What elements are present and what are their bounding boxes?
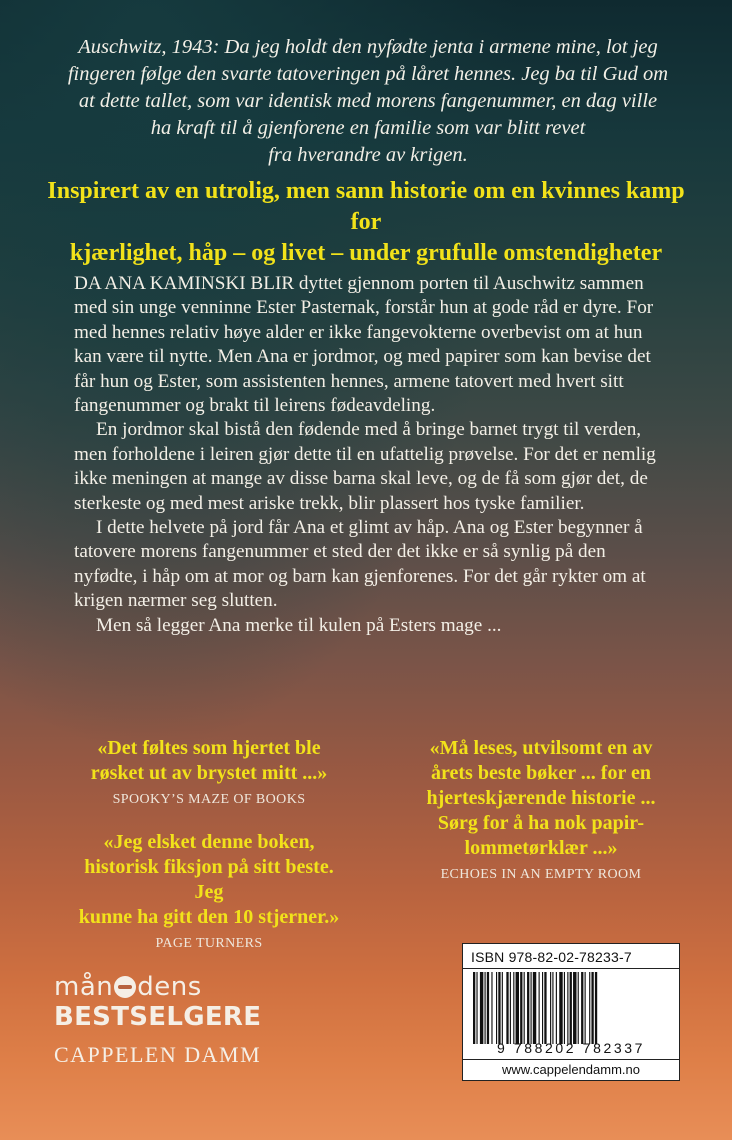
synopsis-paragraph: DA ANA KAMINSKI BLIR dyttet gjennom porten til Auschwitz sammen med sin unge venninne Ester Pasternak, forstår hun at gode råd er dyre. For med hennes relativ høye alder er ikke fangevokterne overbevist om at hun kan være til nytte. Men Ana er jordmor, og med papirer som kan bevise det får hun og Ester, som assistenten hennes, armene tatovert med hvert sitt fangenummer og brakt til leirens fødeavdeling. [74,273,654,417]
isbn-label: ISBN 978-82-02-78233-7 [463,944,679,969]
review-source: ECHOES IN AN EMPTY ROOM [440,867,642,882]
review-line: kunne ha gitt den 10 stjerner.» [78,906,340,928]
review-source: PAGE TURNERS [155,936,263,951]
intro-line: ha kraft til å gjenforene en familie som var blitt revet [150,117,586,139]
logo-part: dens [137,972,202,1002]
synopsis-paragraph: Men så legger Ana merke til kulen på Esters mage ... [96,614,502,636]
review-line: lommetørklær ...» [464,837,618,859]
publisher-logo [54,972,294,1068]
review-line: årets beste bøker ... for en [431,762,651,784]
review-quote [70,736,348,808]
review-line: historisk fiksjon på sitt beste. Jeg [84,856,334,903]
review-line: «Må leses, utvilsomt en av [429,737,653,759]
logo-bestsellers: BESTSELGERE [54,1002,262,1032]
review-source: SPOOKY’S MAZE OF BOOKS [112,792,306,807]
barcode-icon [471,972,671,1044]
synopsis [74,272,664,638]
intro-line: fra hverandre av krigen. [268,144,468,166]
review-text [70,736,348,786]
tagline [30,176,702,269]
review-line: røsket ut av brystet mitt ...» [90,762,328,784]
review-quote [70,830,348,952]
barcode-panel [462,943,680,1081]
barcode-digits: 9 788202 782337 [497,1040,645,1056]
logo-o-icon [114,976,136,998]
publisher-name: CAPPELEN DAMM [54,1042,262,1067]
synopsis-paragraph: En jordmor skal bistå den fødende med å bringe barnet trygt til verden, men forholdene i leiren gjør dette til en ufattelig prøvelse. For det er nemlig ikke meningen at mange av disse barna skal leve, og de få som gjør det, de sterkeste og med mest ariske trekk, blir plassert hos tyske familier. [74,419,656,514]
review-text [70,830,348,930]
tagline-line: kjærlighet, håp – og livet – under grufulle omstendigheter [69,240,663,266]
intro-line: at dette tallet, som var identisk med morens fangenummer, en dag ville [78,90,658,112]
review-line: «Jeg elsket denne boken, [103,831,315,853]
intro-quote [58,34,678,169]
publisher-url: www.cappelendamm.no [463,1059,679,1080]
review-line: hjerteskjærende historie ... [426,787,656,809]
tagline-line: Inspirert av en utrolig, men sann historie om en kvinnes kamp for [47,178,685,235]
review-quote [386,736,696,883]
intro-line: Auschwitz, 1943: Da jeg holdt den nyfødte jenta i armene mine, lot jeg [78,36,658,58]
review-line: Sørg for å ha nok papir- [437,812,645,834]
intro-line: fingeren følge den svarte tatoveringen på låret hennes. Jeg ba til Gud om [67,63,669,85]
logo-wordmark [54,972,294,1002]
synopsis-paragraph: I dette helvete på jord får Ana et glimt av håp. Ana og Ester begynner å tatovere morens fangenummer et sted der det ikke er så synlig på den nyfødte, i håp om at mor og barn kan gjenforenes. For det går rykter om at krigen nærmer seg slutten. [74,517,646,612]
logo-part: mån [54,972,114,1002]
review-text [386,736,696,861]
review-line: «Det føltes som hjertet ble [97,737,321,759]
